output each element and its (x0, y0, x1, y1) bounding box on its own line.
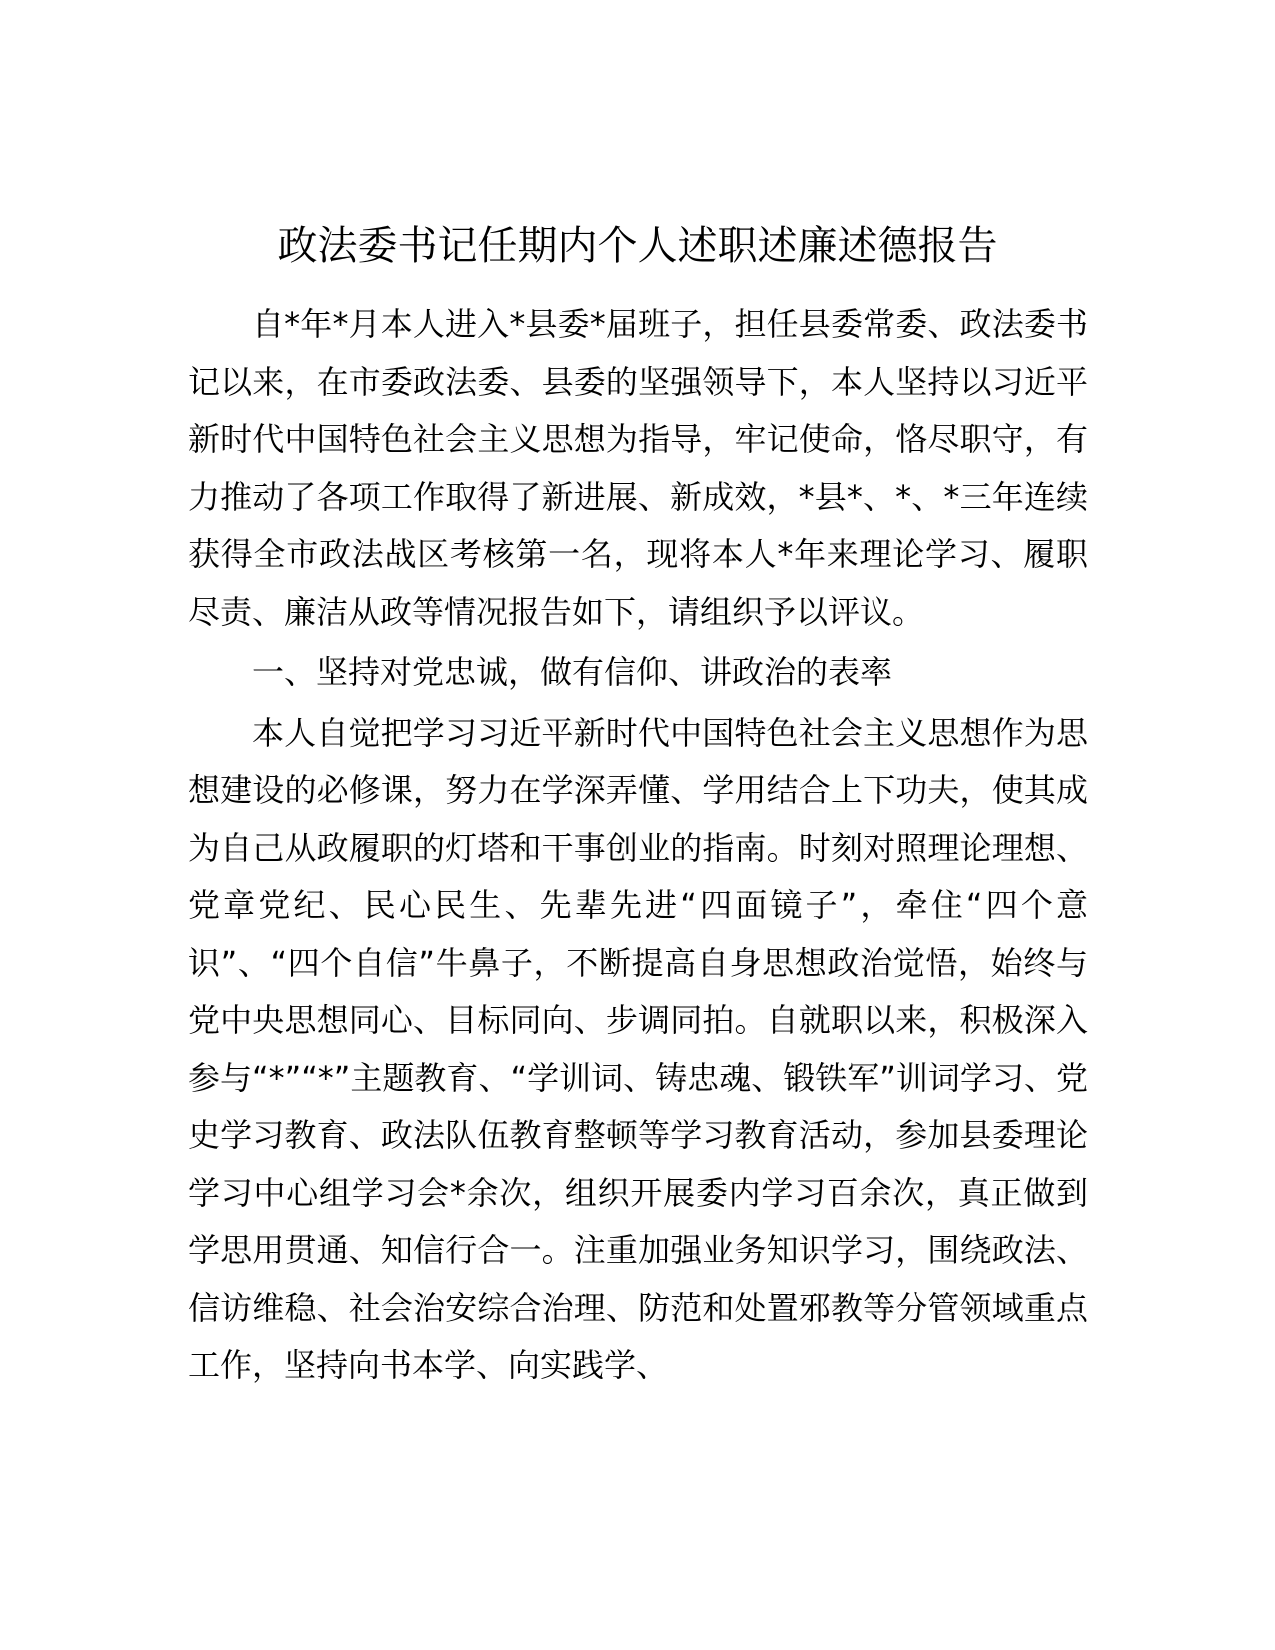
section-paragraph: 本人自觉把学习习近平新时代中国特色社会主义思想作为思想建设的必修课，努力在学深弄懂、学用结合上下功夫，使其成为自己从政履职的灯塔和干事创业的指南。时刻对照理论理想、党章党纪、民心民生、先辈先进“四面镜子”，牵住“四个意识”、“四个自信”牛鼻子，不断提高自身思想政治觉悟，始终与党中央思想同心、目标同向、步调同拍。自就职以来，积极深入参与“*”“*”主题教育、“学训词、铸忠魂、锻铁军”训词学习、党史学习教育、政法队伍教育整顿等学习教育活动，参加县委理论学习中心组学习会*余次，组织开展委内学习百余次，真正做到学思用贯通、知信行合一。注重加强业务知识学习，围绕政法、信访维稳、社会治安综合治理、防范和处置邪教等分管领域重点工作，坚持向书本学、向实践学、 (188, 713, 1088, 1384)
document-title: 政法委书记任期内个人述职述廉述德报告 (277, 223, 998, 269)
document-body (188, 296, 1088, 1398)
intro-paragraph: 自*年*月本人进入*县委*届班子，担任县委常委、政法委书记以来，在市委政法委、县委的坚强领导下，本人坚持以习近平新时代中国特色社会主义思想为指导，牢记使命，恪尽职守，有力推动了各项工作取得了新进展、新成效，*县*、*、*三年连续获得全市政法战区考核第一名，现将本人*年来理论学习、履职尽责、廉洁从政等情况报告如下，请组织予以评议。 (188, 305, 1088, 631)
section-heading: 一、坚持对党忠诚，做有信仰、讲政治的表率 (252, 653, 893, 691)
